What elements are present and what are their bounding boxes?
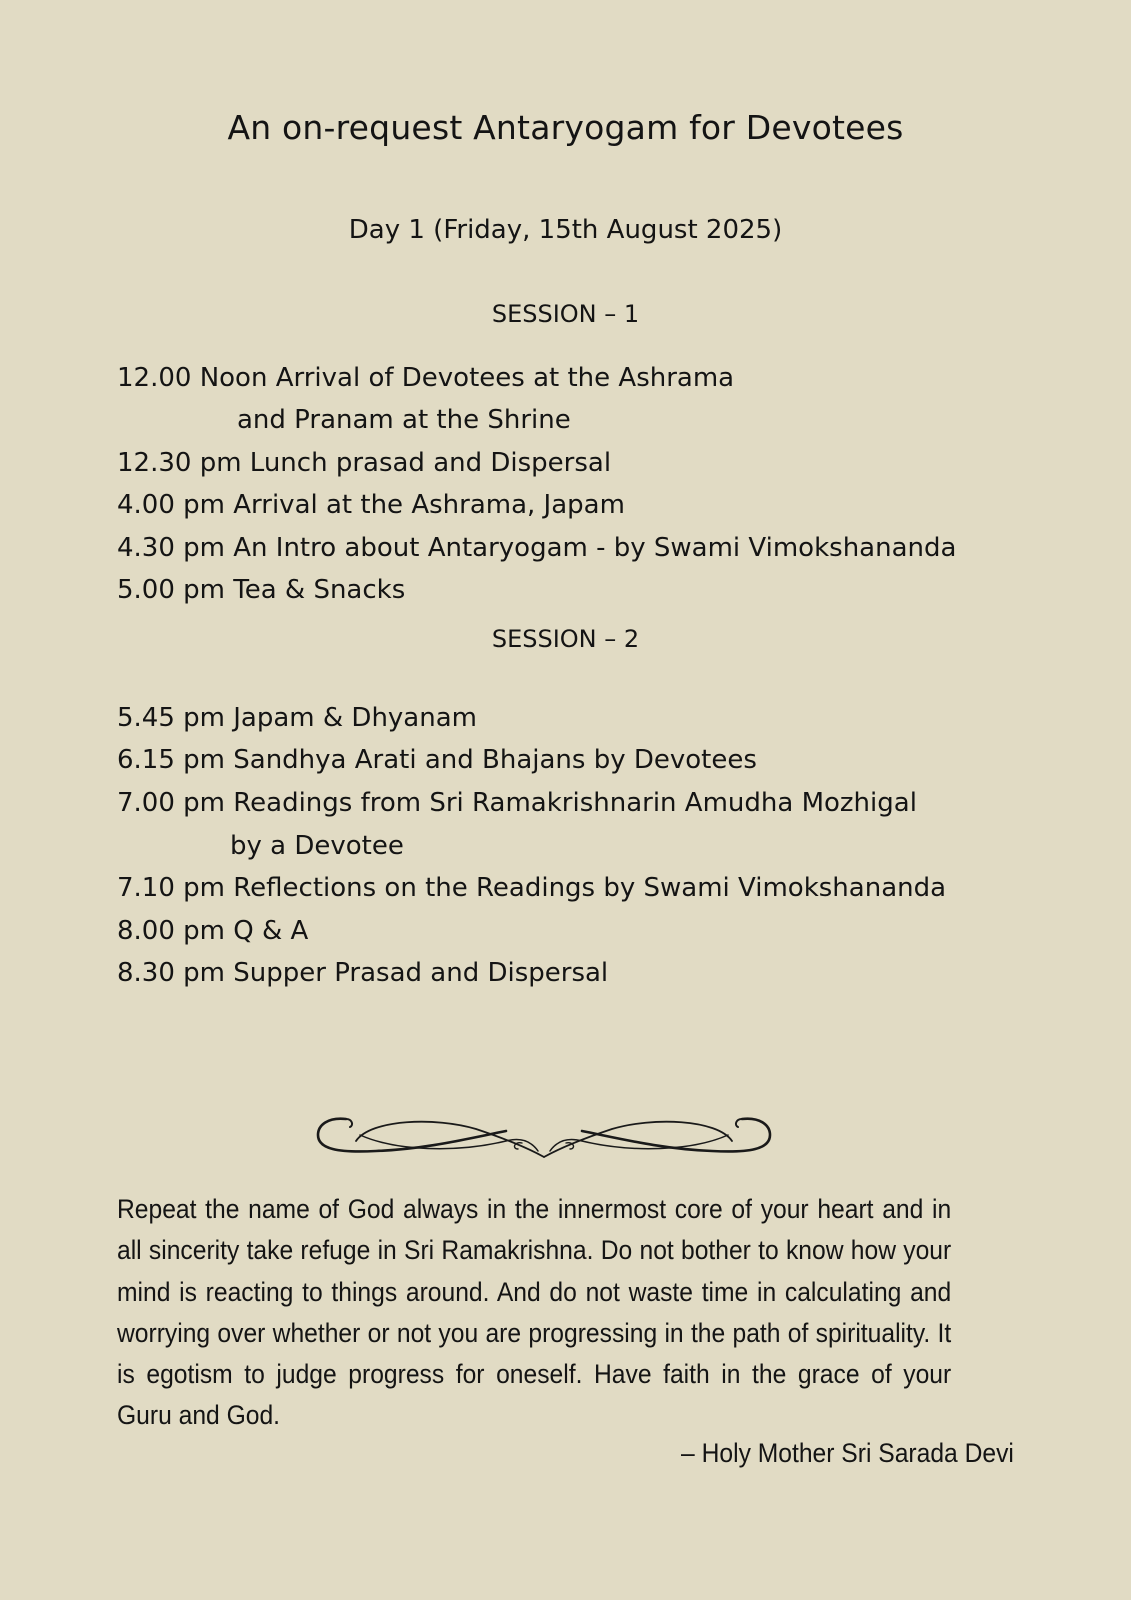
schedule-item-continuation: by a Devotee (230, 831, 404, 861)
schedule-item-continuation: and Pranam at the Shrine (237, 405, 571, 435)
quote-attribution: – Holy Mother Sri Sarada Devi (681, 1438, 1014, 1468)
schedule-item: 7.00 pm Readings from Sri Ramakrishnarin Amudha Mozhigal (117, 788, 917, 818)
quote-paragraph: Repeat the name of God always in the innermost core of your heart and in all sincerity take refuge in Sri Ramakrishna. Do not bother to know how your mind is reacting to things around. And do not waste time in calculating and worrying over whether or not you are progressing in the path of spirituality. It is egotism to judge progress for oneself. Have faith in the grace of your Guru and God. (117, 1194, 952, 1431)
session-2-heading: SESSION – 2 (491, 625, 640, 653)
schedule-item: 12.30 pm Lunch prasad and Dispersal (117, 448, 612, 478)
flourish-divider-icon (316, 1111, 772, 1163)
schedule-item: 4.30 pm An Intro about Antaryogam - by Swami Vimokshananda (117, 533, 957, 563)
schedule-item: 4.00 pm Arrival at the Ashrama, Japam (117, 490, 625, 520)
schedule-item: 5.00 pm Tea & Snacks (117, 575, 406, 605)
schedule-item: 6.15 pm Sandhya Arati and Bhajans by Devotees (117, 745, 757, 775)
day-heading: Day 1 (Friday, 15th August 2025) (348, 215, 783, 245)
schedule-item: 12.00 Noon Arrival of Devotees at the Ashrama (117, 363, 735, 393)
schedule-item: 8.00 pm Q & A (117, 916, 309, 946)
schedule-item: 5.45 pm Japam & Dhyanam (117, 703, 477, 733)
page-title: An on-request Antaryogam for Devotees (227, 108, 904, 147)
session-1-heading: SESSION – 1 (491, 300, 640, 328)
schedule-item: 8.30 pm Supper Prasad and Dispersal (117, 958, 609, 988)
schedule-item: 7.10 pm Reflections on the Readings by Swami Vimokshananda (117, 873, 947, 903)
